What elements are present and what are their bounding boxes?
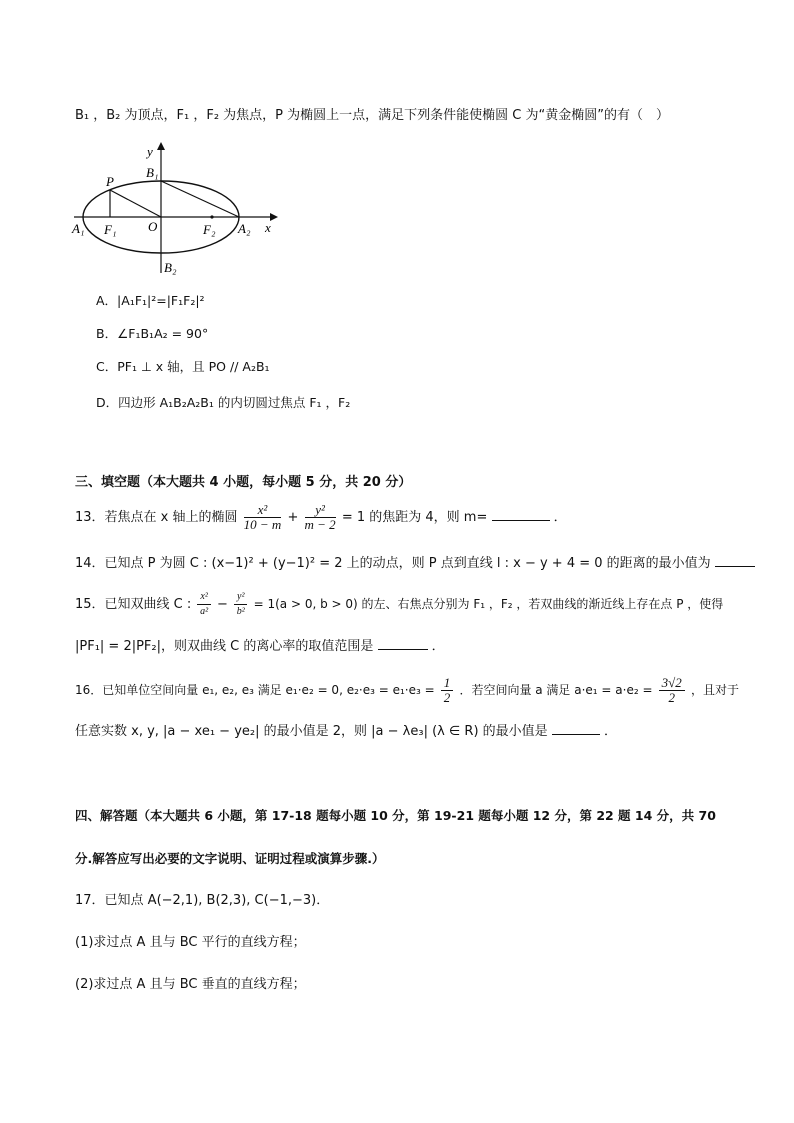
- label-A1: A₁: [72, 221, 85, 236]
- q15-text-a: 15．已知双曲线 C :: [75, 597, 192, 612]
- question-15-line2: [75, 637, 445, 656]
- q16-frac2-num: 3√2: [659, 676, 685, 691]
- section4-heading-line2: 分.解答应写出必要的文字说明、证明过程或演算步骤.）: [75, 851, 385, 866]
- question-intro: B₁ ，B₂ 为顶点，F₁ ，F₂ 为焦点，P 为椭圆上一点，满足下列条件能使椭圆 C 为“黄金椭圆”的有（ ）: [75, 108, 669, 123]
- q13-frac2-den: m − 2: [304, 517, 336, 532]
- option-b: B．∠F₁B₁A₂ = 90°: [96, 326, 209, 341]
- y-axis-arrow: [157, 142, 165, 150]
- q15-frac2-num: y²: [234, 590, 247, 605]
- q13-answer-blank[interactable]: [492, 508, 550, 521]
- q16-line2: 任意实数 x, y, |a − xe₁ − ye₂| 的最小值是 2，则 |a − λe₃| (λ ∈ R) 的最小值是: [75, 724, 548, 739]
- q13-end: ．: [553, 510, 567, 525]
- q16-text-b: ．若空间向量 a 满足 a·e₁ = a·e₂ =: [459, 683, 653, 697]
- label-F2: F₂: [203, 222, 216, 237]
- question-17-stem: 17．已知点 A(−2,1), B(2,3), C(−1,−3)．: [75, 893, 330, 908]
- q15-fraction-1: [197, 590, 210, 619]
- q15-frac1-den: a²: [200, 606, 209, 617]
- section4-heading-line1: 四、解答题（本大题共 6 小题，第 17-18 题每小题 10 分，第 19-21 题每小题 12 分，第 22 题 14 分，共 70: [75, 808, 716, 823]
- section3-heading: 三、填空题（本大题共 4 小题，每小题 5 分，共 20 分）: [75, 475, 412, 490]
- q16-fraction-1: [441, 676, 454, 705]
- question-16-line2: [75, 722, 617, 741]
- q16-frac2-den: 2: [668, 690, 675, 705]
- q14-answer-blank[interactable]: [715, 554, 755, 567]
- label-A2: A₂: [238, 221, 251, 236]
- q15-fraction-2: [234, 590, 247, 619]
- question-15-line1: [75, 586, 723, 623]
- option-a: A．|A₁F₁|²=|F₁F₂|²: [96, 293, 205, 308]
- q15-minus: −: [216, 597, 228, 612]
- q13-frac2-num: y²: [305, 503, 336, 518]
- x-axis-arrow: [270, 213, 278, 221]
- q13-fraction-2: [305, 503, 336, 532]
- label-B2: B₂: [164, 260, 177, 275]
- q15-end: ．: [431, 639, 445, 654]
- q16-end: ．: [603, 724, 617, 739]
- segment-PO: [110, 190, 161, 217]
- q16-text-c: ，且对于: [690, 683, 739, 697]
- q15-text-b: = 1(a > 0, b > 0) 的左、右焦点分别为 F₁ ，F₂ ，若双曲线的渐近线上存在点 P ，使得: [253, 597, 724, 611]
- question-16-line1: [75, 672, 739, 709]
- label-P: P: [106, 174, 114, 189]
- q16-fraction-2: [659, 676, 685, 705]
- q15-frac1-num: x²: [197, 590, 210, 605]
- q14-text: 14．已知点 P 为圆 C : (x−1)² + (y−1)² = 2 上的动点，则 P 点到直线 l : x − y + 4 = 0 的距离的最小值为: [75, 556, 711, 571]
- label-F1: F₁: [104, 222, 117, 237]
- option-d: D．四边形 A₁B₂A₂B₁ 的内切圆过焦点 F₁ ，F₂: [96, 395, 351, 410]
- question-17-part2: (2)求过点 A 且与 BC 垂直的直线方程；: [75, 977, 306, 992]
- label-x: x: [265, 220, 271, 235]
- q13-text-b: = 1 的焦距为 4，则 m=: [341, 510, 488, 525]
- q13-text-a: 13．若焦点在 x 轴上的椭圆: [75, 510, 238, 525]
- q16-answer-blank[interactable]: [552, 722, 600, 735]
- label-y: y: [147, 144, 153, 159]
- q13-fraction-1: [244, 503, 282, 532]
- q16-frac1-den: 2: [443, 690, 451, 705]
- ellipse-diagram: [70, 140, 285, 280]
- focus-F2-dot: [210, 215, 213, 218]
- label-O: O: [148, 219, 158, 234]
- q16-frac1-num: 1: [441, 676, 454, 691]
- q15-answer-blank[interactable]: [378, 637, 428, 650]
- q16-text-a: 16．已知单位空间向量 e₁, e₂, e₃ 满足 e₁·e₂ = 0, e₂·e₃ = e₁·e₃ =: [75, 683, 435, 697]
- question-17-part1: (1)求过点 A 且与 BC 平行的直线方程；: [75, 935, 306, 950]
- q15-frac2-den: b²: [236, 606, 245, 617]
- question-13: [75, 500, 567, 536]
- q15-line2: |PF₁| = 2|PF₂|，则双曲线 C 的离心率的取值范围是: [75, 639, 374, 654]
- question-14: [75, 554, 755, 573]
- label-B1: B₁: [146, 165, 159, 180]
- option-c: C．PF₁ ⊥ x 轴，且 PO // A₂B₁: [96, 359, 270, 374]
- q13-frac1-den: 10 − m: [243, 517, 282, 532]
- ellipse-figure: [70, 140, 285, 284]
- q13-frac1-num: x²: [244, 503, 282, 518]
- q13-plus: +: [287, 510, 299, 525]
